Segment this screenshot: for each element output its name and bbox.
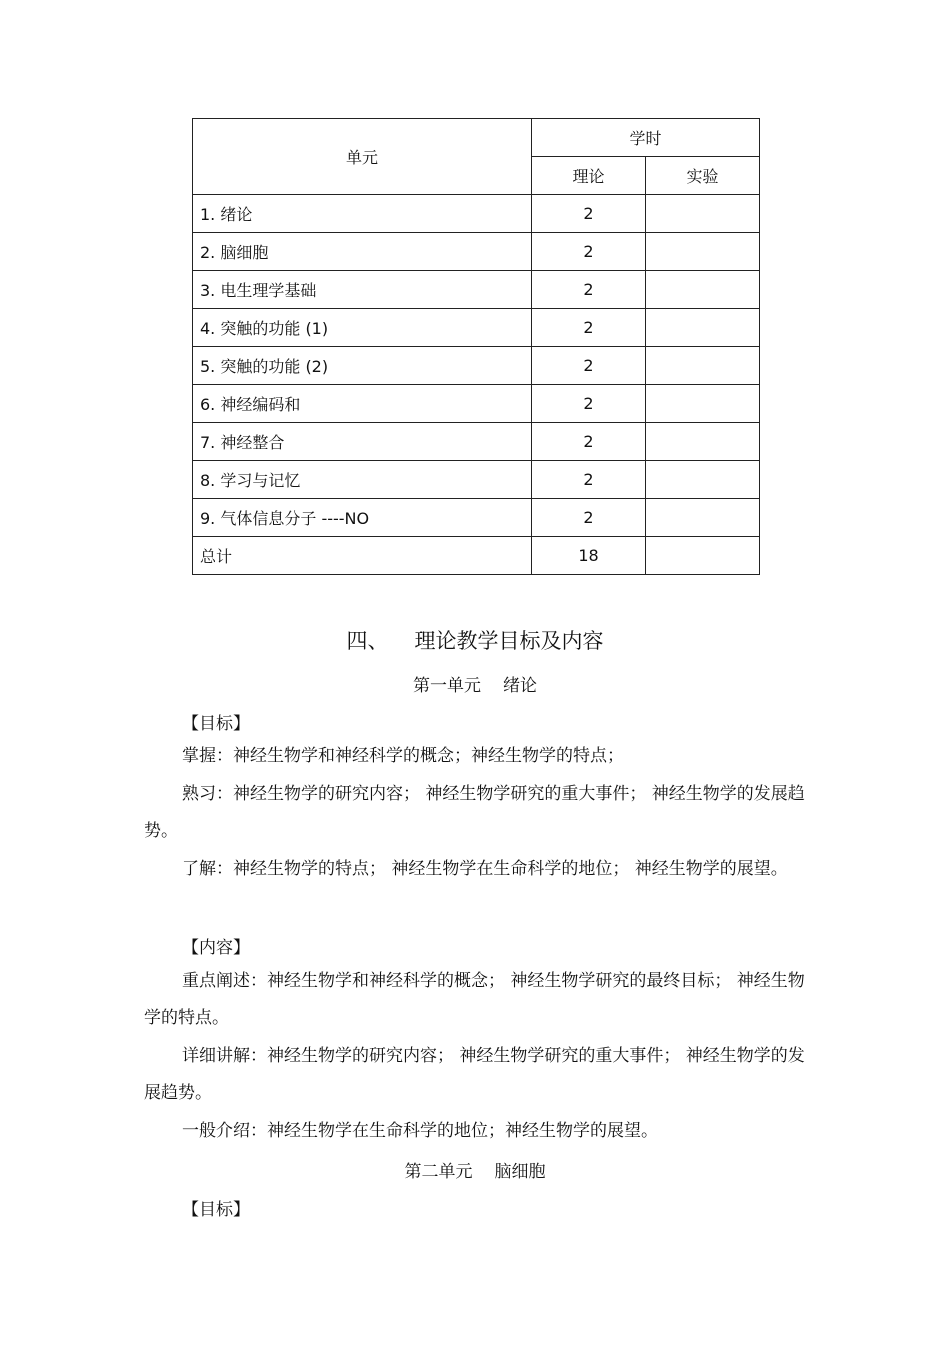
unit1-detail-text: 详细讲解：神经生物学的研究内容； 神经生物学研究的重大事件； 神经生物学的发展趋势。	[144, 1046, 805, 1103]
table-row	[193, 347, 760, 385]
unit-cell: 6. 神经编码和	[193, 385, 532, 423]
table-row	[193, 499, 760, 537]
table-row	[193, 309, 760, 347]
unit1-heading	[0, 671, 950, 696]
unit-cell: 8. 学习与记忆	[193, 461, 532, 499]
table-total-row	[193, 537, 760, 575]
unit-cell: 2. 脑细胞	[193, 233, 532, 271]
lab-cell	[646, 499, 760, 537]
theory-cell: 2	[532, 385, 646, 423]
table-row	[193, 423, 760, 461]
section-number: 四、	[346, 629, 389, 653]
lab-cell	[646, 461, 760, 499]
unit1-general-text: 一般介绍：神经生物学在生命科学的地位；神经生物学的展望。	[182, 1121, 658, 1141]
unit-cell: 9. 气体信息分子 ----NO	[193, 499, 532, 537]
theory-cell: 2	[532, 423, 646, 461]
total-label-cell: 总计	[193, 537, 532, 575]
lab-cell	[646, 423, 760, 461]
unit1-focus-text: 重点阐述：神经生物学和神经科学的概念； 神经生物学研究的最终目标； 神经生物学的特点。	[144, 971, 805, 1028]
lab-cell	[646, 347, 760, 385]
table-row	[193, 233, 760, 271]
table-row	[193, 271, 760, 309]
unit1-understand-text: 了解：神经生物学的特点； 神经生物学在生命科学的地位； 神经生物学的展望。	[182, 859, 788, 879]
table-row	[193, 461, 760, 499]
unit1-master-text: 掌握：神经生物学和神经科学的概念；神经生物学的特点；	[182, 746, 624, 766]
header-hours: 学时	[532, 119, 760, 157]
hours-table	[192, 118, 760, 575]
lab-cell	[646, 309, 760, 347]
theory-cell: 2	[532, 233, 646, 271]
header-theory: 理论	[532, 157, 646, 195]
theory-cell: 2	[532, 461, 646, 499]
total-theory-cell: 18	[532, 537, 646, 575]
table-header-row	[193, 119, 760, 157]
section-title: 理论教学目标及内容	[414, 629, 604, 653]
theory-cell: 2	[532, 499, 646, 537]
total-lab-cell	[646, 537, 760, 575]
table-row	[193, 385, 760, 423]
unit1-goal-tag: 【目标】	[182, 714, 250, 734]
unit2-number: 第二单元	[404, 1162, 473, 1182]
unit1-name: 绪论	[503, 676, 537, 696]
unit-cell: 7. 神经整合	[193, 423, 532, 461]
unit-cell: 3. 电生理学基础	[193, 271, 532, 309]
lab-cell	[646, 233, 760, 271]
theory-cell: 2	[532, 347, 646, 385]
lab-cell	[646, 385, 760, 423]
unit1-content-tag: 【内容】	[182, 938, 250, 958]
theory-cell: 2	[532, 271, 646, 309]
header-lab: 实验	[646, 157, 760, 195]
section-heading	[0, 625, 950, 655]
theory-cell: 2	[532, 309, 646, 347]
unit-cell: 5. 突触的功能 (2)	[193, 347, 532, 385]
unit2-heading	[0, 1157, 950, 1182]
unit-cell: 1. 绪论	[193, 195, 532, 233]
unit-cell: 4. 突触的功能 (1)	[193, 309, 532, 347]
theory-cell: 2	[532, 195, 646, 233]
unit1-number: 第一单元	[413, 676, 481, 696]
unit2-goal-tag: 【目标】	[182, 1200, 250, 1220]
header-unit: 单元	[193, 119, 532, 195]
unit2-name: 脑细胞	[494, 1162, 546, 1182]
lab-cell	[646, 271, 760, 309]
unit1-familiar-text: 熟习：神经生物学的研究内容； 神经生物学研究的重大事件； 神经生物学的发展趋势。	[144, 784, 805, 841]
table-row	[193, 195, 760, 233]
lab-cell	[646, 195, 760, 233]
